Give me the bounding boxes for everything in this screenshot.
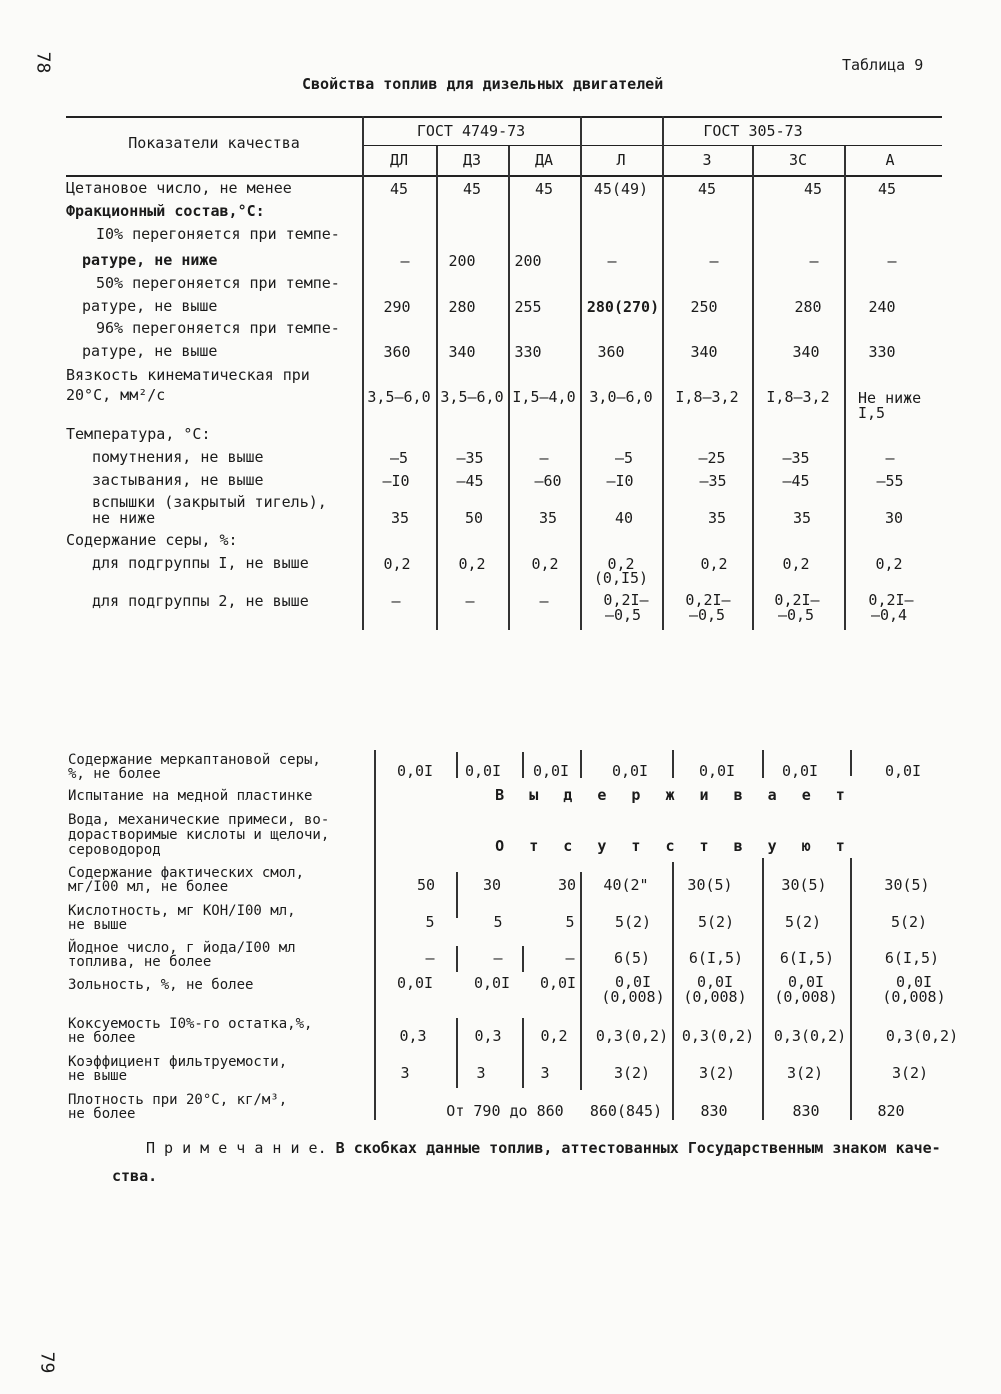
value-p96-l: 360 — [597, 343, 625, 361]
label-cloud: помутнения, не выше — [92, 448, 264, 466]
value-sub1-zs: 0,2 — [782, 555, 810, 573]
value-p10-dl: — — [400, 252, 410, 270]
label-freeze: застывания, не выше — [92, 471, 264, 489]
value-sub1-dl: 0,2 — [383, 555, 411, 573]
label-p96-a: 96% перегоняется при темпе- — [96, 319, 340, 337]
value-p96-a: 330 — [868, 343, 896, 361]
table-title: Свойства топлив для дизельных двигателей — [302, 75, 664, 93]
value-flash-zs: 35 — [792, 509, 812, 527]
value-cloud-dl: –5 — [389, 449, 409, 467]
value-ash-da: 0,0I — [539, 974, 577, 992]
label-iodine-b: топлива, не более — [68, 954, 212, 970]
note-line-1: П р и м е ч а н и е. В скобках данные топлив, аттестованных Государственным знаком каче- — [146, 1139, 941, 1157]
value-acid-dl: 5 — [425, 913, 435, 931]
value-coke-z: 0,3(0,2) — [681, 1027, 755, 1045]
value-p50-da: 255 — [514, 298, 542, 316]
value-copper-span: В ы д е р ж и в а е т — [495, 786, 853, 804]
value-resin-l: 40(2" — [603, 876, 649, 894]
value-resin-z: 30(5) — [687, 876, 733, 894]
value-flash-l: 40 — [614, 509, 634, 527]
value-ash-zs-b: (0,008) — [774, 988, 838, 1006]
value-iodine-l: 6(5) — [613, 949, 651, 967]
header-gost-4749: ГОСТ 4749-73 — [416, 122, 526, 140]
value-p50-a: 240 — [868, 298, 896, 316]
label-p10-b: ратуре, не ниже — [82, 251, 218, 269]
value-sub2-l-b: –0,5 — [604, 606, 642, 624]
label-fraction: Фракционный состав,°С: — [66, 202, 265, 220]
label-coke-a: Коксуемость I0%-го остатка,%, — [68, 1016, 313, 1032]
value-freeze-l: –I0 — [606, 472, 634, 490]
value-iodine-a: 6(I,5) — [884, 949, 940, 967]
value-iodine-zs: 6(I,5) — [779, 949, 835, 967]
value-flash-da: 35 — [538, 509, 558, 527]
value-ash-z-b: (0,008) — [683, 988, 747, 1006]
value-sub2-zs: 0,2I– — [774, 591, 820, 609]
value-cetane-da: 45 — [534, 180, 554, 198]
table-number: Таблица 9 — [842, 56, 924, 74]
value-sub2-dz: — — [465, 592, 475, 610]
label-filter-b: не выше — [68, 1068, 128, 1084]
value-cetane-zs: 45 — [803, 180, 823, 198]
label-visc-a: Вязкость кинематическая при — [66, 366, 310, 384]
value-visc-dz: 3,5–6,0 — [440, 388, 504, 406]
value-cetane-dl: 45 — [389, 180, 409, 198]
header-col-zs: ЗС — [788, 151, 808, 169]
value-acid-da: 5 — [565, 913, 575, 931]
label-filter-a: Коэффициент фильтруемости, — [68, 1054, 288, 1070]
value-merc-z: 0,0I — [698, 762, 736, 780]
value-freeze-dz: –45 — [456, 472, 484, 490]
value-sub2-l: 0,2I– — [603, 591, 649, 609]
value-freeze-zs: –45 — [782, 472, 810, 490]
value-p96-z: 340 — [690, 343, 718, 361]
value-p50-z: 250 — [690, 298, 718, 316]
value-ash-z: 0,0I — [696, 973, 734, 991]
value-cloud-da: — — [539, 449, 549, 467]
value-resin-a: 30(5) — [884, 876, 930, 894]
value-freeze-da: –60 — [534, 472, 562, 490]
value-sub1-dz: 0,2 — [458, 555, 486, 573]
value-merc-da: 0,0I — [532, 762, 570, 780]
value-visc-da: I,5–4,0 — [512, 388, 576, 406]
value-visc-a-extra: I,5 — [858, 404, 886, 422]
header-col-da: ДА — [534, 151, 554, 169]
value-acid-l: 5(2) — [614, 913, 652, 931]
value-iodine-z: 6(I,5) — [688, 949, 744, 967]
value-sub2-dl: — — [391, 592, 401, 610]
value-p96-dl: 360 — [383, 343, 411, 361]
value-acid-a: 5(2) — [890, 913, 928, 931]
value-p50-zs: 280 — [794, 298, 822, 316]
value-ash-dz: 0,0I — [473, 974, 511, 992]
value-filter-z: 3(2) — [698, 1064, 736, 1082]
value-sub2-a-b: –0,4 — [870, 606, 908, 624]
label-p50-a: 50% перегоняется при темпе- — [96, 274, 340, 292]
value-ash-l-b: (0,008) — [601, 988, 665, 1006]
value-ash-dl: 0,0I — [396, 974, 434, 992]
value-p50-l: 280(270) — [586, 298, 660, 316]
value-ash-l: 0,0I — [614, 973, 652, 991]
value-visc-a: Не ниже — [858, 389, 922, 407]
label-p50-b: ратуре, не выше — [82, 297, 218, 315]
value-merc-zs: 0,0I — [781, 762, 819, 780]
value-visc-zs: I,8–3,2 — [766, 388, 830, 406]
value-p10-z: — — [709, 252, 719, 270]
header-col-z: З — [702, 151, 712, 169]
label-sub2: для подгруппы 2, не выше — [92, 592, 309, 610]
value-cetane-l: 45(49) — [593, 180, 649, 198]
value-resin-dl: 50 — [416, 876, 436, 894]
label-dens-b: не более — [68, 1106, 136, 1122]
value-filter-da: 3 — [540, 1064, 550, 1082]
value-cetane-dz: 45 — [462, 180, 482, 198]
value-iodine-dl: — — [425, 949, 435, 967]
value-acid-z: 5(2) — [697, 913, 735, 931]
label-cetane: Цетановое число, не менее — [66, 179, 292, 197]
header-gost-305: ГОСТ 305-73 — [703, 122, 803, 140]
value-ash-a: 0,0I — [895, 973, 933, 991]
value-dens-l: 860(845) — [589, 1102, 663, 1120]
value-coke-l: 0,3(0,2) — [595, 1027, 669, 1045]
label-p96-b: ратуре, не выше — [82, 342, 218, 360]
value-merc-l: 0,0I — [611, 762, 649, 780]
value-dens-span: От 790 до 860 — [446, 1102, 564, 1120]
label-merc-b: %, не более — [68, 766, 161, 782]
value-coke-da: 0,2 — [540, 1027, 568, 1045]
value-ash-zs: 0,0I — [787, 973, 825, 991]
note-line-2: ства. — [112, 1167, 158, 1185]
value-filter-dz: 3 — [476, 1064, 486, 1082]
value-sub2-a: 0,2I– — [868, 591, 914, 609]
value-iodine-da: — — [565, 949, 575, 967]
label-iodine-a: Йодное число, г йода/I00 мл — [68, 940, 296, 956]
value-dens-z: 830 — [700, 1102, 728, 1120]
value-filter-dl: 3 — [400, 1064, 410, 1082]
value-p10-a: — — [887, 252, 897, 270]
value-freeze-dl: –I0 — [382, 472, 410, 490]
value-sub2-zs-b: –0,5 — [777, 606, 815, 624]
value-p96-da: 330 — [514, 343, 542, 361]
page-number-top: 78 — [32, 51, 54, 74]
value-cloud-zs: –35 — [782, 449, 810, 467]
value-resin-zs: 30(5) — [781, 876, 827, 894]
label-copper: Испытание на медной пластинке — [68, 788, 313, 804]
label-temp: Температура, °С: — [66, 425, 211, 443]
value-freeze-a: –55 — [876, 472, 904, 490]
label-water-b: дорастворимые кислоты и щелочи, — [68, 827, 330, 843]
value-p96-dz: 340 — [448, 343, 476, 361]
label-p10-a: I0% перегоняется при темпе- — [96, 225, 340, 243]
value-flash-a: 30 — [884, 509, 904, 527]
header-col-dl: ДЛ — [389, 151, 409, 169]
label-coke-b: не более — [68, 1030, 136, 1046]
value-dens-zs: 830 — [792, 1102, 820, 1120]
value-coke-dz: 0,3 — [474, 1027, 502, 1045]
value-cloud-dz: –35 — [456, 449, 484, 467]
value-sub1-l-extra: (0,I5) — [593, 569, 649, 587]
value-sub2-da: — — [539, 592, 549, 610]
value-sub2-z-b: –0,5 — [688, 606, 726, 624]
value-filter-l: 3(2) — [613, 1064, 651, 1082]
value-merc-a: 0,0I — [884, 762, 922, 780]
value-p50-dl: 290 — [383, 298, 411, 316]
value-flash-dl: 35 — [390, 509, 410, 527]
value-cloud-l: –5 — [614, 449, 634, 467]
value-visc-l: 3,0–6,0 — [589, 388, 653, 406]
value-sub1-l: 0,2 — [607, 555, 635, 573]
label-acid-a: Кислотность, мг КОН/I00 мл, — [68, 903, 296, 919]
value-freeze-z: –35 — [699, 472, 727, 490]
value-resin-da: 30 — [557, 876, 577, 894]
value-filter-a: 3(2) — [891, 1064, 929, 1082]
value-flash-dz: 50 — [464, 509, 484, 527]
value-ash-a-b: (0,008) — [882, 988, 946, 1006]
value-resin-dz: 30 — [482, 876, 502, 894]
value-p10-da: 200 — [514, 252, 542, 270]
header-col-a: А — [885, 151, 895, 169]
label-resin-b: мг/I00 мл, не более — [68, 879, 229, 895]
value-cloud-a: — — [885, 449, 895, 467]
label-water-c: сероводород — [68, 842, 161, 858]
header-indicators: Показатели качества — [128, 134, 300, 152]
value-cetane-z: 45 — [697, 180, 717, 198]
value-visc-dl: 3,5–6,0 — [367, 388, 431, 406]
value-sub2-z: 0,2I– — [685, 591, 731, 609]
value-acid-dz: 5 — [493, 913, 503, 931]
value-flash-z: 35 — [707, 509, 727, 527]
label-ash: Зольность, %, не более — [68, 977, 254, 993]
value-p10-zs: — — [809, 252, 819, 270]
value-filter-zs: 3(2) — [786, 1064, 824, 1082]
label-resin-a: Содержание фактических смол, — [68, 865, 305, 881]
value-p10-dz: 200 — [448, 252, 476, 270]
page-number-bottom: 79 — [36, 1351, 58, 1374]
value-water-span: О т с у т с т в у ю т — [495, 837, 853, 855]
value-cetane-a: 45 — [877, 180, 897, 198]
label-dens-a: Плотность при 20°С, кг/м³, — [68, 1092, 288, 1108]
label-visc-b: 20°С, мм²/с — [66, 386, 166, 404]
value-p10-l: — — [607, 252, 617, 270]
value-p50-dz: 280 — [448, 298, 476, 316]
value-sub1-da: 0,2 — [531, 555, 559, 573]
label-sub1: для подгруппы I, не выше — [92, 554, 309, 572]
label-flash-b: не ниже — [92, 509, 156, 527]
value-sub1-z: 0,2 — [700, 555, 728, 573]
value-coke-a: 0,3(0,2) — [885, 1027, 959, 1045]
header-col-l: Л — [616, 151, 626, 169]
header-col-dz: ДЗ — [462, 151, 482, 169]
label-sulfur: Содержание серы, %: — [66, 531, 238, 549]
label-flash-a: вспышки (закрытый тигель), — [92, 493, 327, 511]
value-merc-dl: 0,0I — [396, 762, 434, 780]
value-visc-z: I,8–3,2 — [675, 388, 739, 406]
label-acid-b: не выше — [68, 917, 128, 933]
value-coke-zs: 0,3(0,2) — [773, 1027, 847, 1045]
value-cloud-z: –25 — [698, 449, 726, 467]
value-merc-dz: 0,0I — [464, 762, 502, 780]
label-water-a: Вода, механические примеси, во- — [68, 812, 330, 828]
value-coke-dl: 0,3 — [399, 1027, 427, 1045]
value-dens-a: 820 — [877, 1102, 905, 1120]
value-sub1-a: 0,2 — [875, 555, 903, 573]
value-p96-zs: 340 — [792, 343, 820, 361]
value-acid-zs: 5(2) — [784, 913, 822, 931]
label-merc-a: Содержание меркаптановой серы, — [68, 752, 321, 768]
value-iodine-dz: — — [493, 949, 503, 967]
note-lead: П р и м е ч а н и е. — [146, 1139, 327, 1157]
